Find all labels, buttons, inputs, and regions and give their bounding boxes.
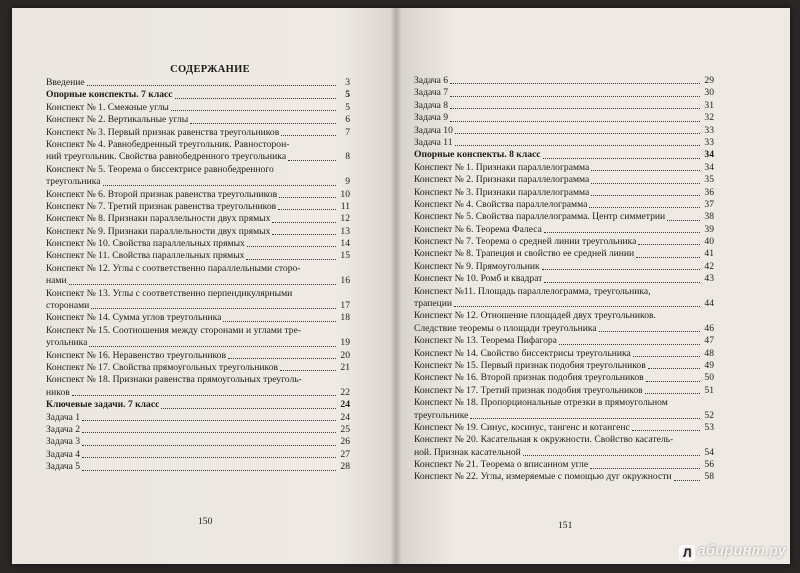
toc-page-number: 39 <box>704 223 714 235</box>
toc-page-number: 43 <box>704 273 714 285</box>
watermark-text: абиринт.ру <box>697 542 786 559</box>
toc-section-heading <box>414 149 714 161</box>
toc-page-number: 19 <box>340 337 350 349</box>
toc-entry-title: Конспект № 5. Теорема о биссектрисе равнобедренного <box>46 163 274 175</box>
dot-leader <box>450 83 700 84</box>
toc-entry-continuation: ников <box>46 386 70 398</box>
toc-entry <box>46 424 350 436</box>
toc-entry <box>414 137 714 149</box>
toc-entry-title: Задача 5 <box>46 461 81 473</box>
toc-entry <box>46 250 350 262</box>
toc-entry <box>414 261 714 273</box>
toc-entry <box>46 412 350 424</box>
toc-section-heading <box>46 89 350 101</box>
toc-page-number: 21 <box>340 361 350 373</box>
dot-leader <box>542 269 700 270</box>
toc-page-number: 58 <box>704 471 714 483</box>
toc-entry-title: Опорные конспекты. 8 класс <box>414 149 541 161</box>
toc-entry-title: Конспект № 4. Равнобедренный треугольник. Равносторон- <box>46 138 290 150</box>
dot-leader <box>272 222 336 223</box>
toc-entry-title: Конспект № 10. Свойства параллельных прямых <box>46 238 245 250</box>
toc-entry-title: Конспект № 2. Вертикальные углы <box>46 114 189 126</box>
right-page <box>396 8 790 564</box>
dot-leader <box>454 306 700 307</box>
toc-page-number: 38 <box>704 211 714 223</box>
toc-entry-title: Ключевые задачи. 7 класс <box>46 399 160 411</box>
toc-entry-title: Конспект № 11. Свойства параллельных прямых <box>46 250 245 262</box>
toc-page-number: 24 <box>340 399 350 411</box>
toc-page-number: 17 <box>340 300 350 312</box>
toc-entry <box>46 436 350 448</box>
toc-entry <box>46 337 350 349</box>
toc-page-number: 12 <box>340 213 350 225</box>
book-gutter <box>390 8 402 564</box>
dot-leader <box>589 207 700 208</box>
toc-page-number: 28 <box>340 461 350 473</box>
toc-page-number: 13 <box>340 225 350 237</box>
toc-entry <box>46 238 350 250</box>
dot-leader <box>190 123 336 124</box>
dot-leader <box>544 232 700 233</box>
page-number-left: 150 <box>198 516 213 527</box>
toc-entry-title: Конспект № 2. Признаки параллелограмма <box>414 174 590 186</box>
toc-entry <box>46 151 350 163</box>
toc-entry-title: Конспект № 15. Соотношения между сторонами и углами тре- <box>46 324 302 336</box>
dot-leader <box>171 110 336 111</box>
toc-page-number: 5 <box>345 101 350 113</box>
dot-leader <box>591 170 700 171</box>
toc-entry-title: Конспект № 7. Теорема о средней линии треугольника <box>414 236 637 248</box>
toc-entry <box>414 323 714 335</box>
toc-page-number: 41 <box>704 248 714 260</box>
toc-entry-continuation: угольника <box>46 337 88 349</box>
dot-leader <box>645 393 700 394</box>
dot-leader <box>632 430 700 431</box>
dot-leader <box>223 321 336 322</box>
toc-entry-title: Конспект № 12. Углы с соответственно параллельными сторо- <box>46 262 301 274</box>
toc-page-number: 40 <box>704 236 714 248</box>
dot-leader <box>82 420 336 421</box>
toc-page-number: 36 <box>704 186 714 198</box>
toc-page-number: 33 <box>704 124 714 136</box>
toc-entry <box>46 226 350 238</box>
toc-page-number: 33 <box>704 136 714 148</box>
toc-section-heading <box>46 399 350 411</box>
dot-leader <box>281 135 336 136</box>
toc-page-number: 6 <box>345 114 350 126</box>
toc-entry-title: Конспект № 7. Третий признак равенства треугольников <box>46 200 277 212</box>
toc-page-number: 32 <box>704 112 714 124</box>
toc-page-number: 5 <box>345 89 350 101</box>
left-page <box>12 8 396 564</box>
toc-entry <box>46 102 350 114</box>
dot-leader <box>636 257 700 258</box>
dot-leader <box>175 98 336 99</box>
toc-page-number: 14 <box>340 238 350 250</box>
toc-title: СОДЕРЖАНИЕ <box>170 64 250 75</box>
toc-entry-title: Конспект № 21. Теорема о вписанном угле <box>414 459 589 471</box>
toc-page-number: 30 <box>704 87 714 99</box>
toc-entry <box>414 410 714 422</box>
toc-page-number: 44 <box>704 298 714 310</box>
toc-entry <box>46 201 350 213</box>
toc-entry-title: Задача 6 <box>414 74 449 86</box>
toc-page-number: 50 <box>704 372 714 384</box>
toc-page-number: 31 <box>704 99 714 111</box>
toc-entry <box>46 300 350 312</box>
toc-entry-title: Конспект № 6. Второй признак равенства треугольников <box>46 188 278 200</box>
toc-entry-title: Конспект № 17. Третий признак подобия треугольников <box>414 384 643 396</box>
dot-leader <box>450 96 700 97</box>
dot-leader <box>272 234 336 235</box>
toc-page-number: 20 <box>340 349 350 361</box>
dot-leader <box>633 356 700 357</box>
toc-entry <box>414 224 714 236</box>
toc-page-number: 9 <box>345 176 350 188</box>
toc-page-number: 34 <box>704 149 714 161</box>
toc-page-number: 51 <box>704 384 714 396</box>
toc-entry-title: Конспект № 9. Признаки параллельности двух прямых <box>46 225 271 237</box>
book-spread <box>12 8 790 564</box>
toc-entry-title: Конспект № 9. Прямоугольник <box>414 260 540 272</box>
toc-entry <box>46 114 350 126</box>
toc-entry-title: Конспект № 3. Первый признак равенства треугольников <box>46 126 280 138</box>
toc-entry-title: Конспект № 22. Углы, измеряемые с помощью дуг окружности <box>414 471 672 483</box>
toc-page-number: 47 <box>704 335 714 347</box>
dot-leader <box>470 418 700 419</box>
toc-entry-title: Конспект № 6. Теорема Фалеса <box>414 223 542 235</box>
toc-entry-title: Конспект № 16. Неравенство треугольников <box>46 349 227 361</box>
dot-leader <box>590 468 700 469</box>
toc-entry <box>414 447 714 459</box>
toc-entry-title: Конспект № 19. Синус, косинус, тангенс и котангенс <box>414 421 630 433</box>
toc-page-number: 3 <box>345 76 350 88</box>
dot-leader <box>544 282 700 283</box>
toc-page-number: 42 <box>704 260 714 272</box>
dot-leader <box>228 358 336 359</box>
toc-page-number: 18 <box>340 312 350 324</box>
toc-entry <box>414 199 714 211</box>
toc-page-number: 7 <box>345 126 350 138</box>
toc-page-number: 29 <box>704 74 714 86</box>
toc-entry-title: Конспект № 15. Первый признак подобия треугольников <box>414 359 646 371</box>
toc-list-right <box>414 75 714 484</box>
toc-entry-title: Задача 1 <box>46 411 81 423</box>
toc-entry <box>414 360 714 372</box>
dot-leader <box>69 284 336 285</box>
dot-leader <box>279 197 336 198</box>
dot-leader <box>543 158 700 159</box>
toc-entry-title: Конспект № 20. Касательная к окружности. Свойство касатель- <box>414 434 674 446</box>
toc-page-number: 15 <box>340 250 350 262</box>
dot-leader <box>667 220 700 221</box>
dot-leader <box>82 445 336 446</box>
dot-leader <box>591 195 700 196</box>
toc-entry-title: Конспект № 4. Свойства параллелограмма <box>414 198 588 210</box>
toc-entry-title: Задача 7 <box>414 87 449 99</box>
toc-page-number: 25 <box>340 423 350 435</box>
toc-page-number: 10 <box>340 188 350 200</box>
toc-entry-title: Конспект № 3. Признаки параллелограмма <box>414 186 590 198</box>
toc-entry-continuation: ний треугольник. Свойства равнобедренного треугольника <box>46 151 287 163</box>
dot-leader <box>288 160 336 161</box>
toc-page-number: 35 <box>704 174 714 186</box>
toc-entry <box>46 127 350 139</box>
dot-leader <box>455 145 700 146</box>
labirint-watermark <box>679 542 786 561</box>
toc-entry-continuation: треугольнике <box>414 409 469 421</box>
toc-entry <box>46 350 350 362</box>
toc-entry-title: Конспект № 1. Признаки параллелограмма <box>414 161 590 173</box>
toc-entry-title: Конспект № 14. Сумма углов треугольника <box>46 312 222 324</box>
toc-entry-continuation: сторонами <box>46 300 90 312</box>
toc-entry-title: Конспект №11. Площадь параллелограмма, треугольника, <box>414 285 651 297</box>
toc-page-number: 22 <box>340 386 350 398</box>
dot-leader <box>646 381 700 382</box>
toc-page-number: 37 <box>704 198 714 210</box>
dot-leader <box>599 331 700 332</box>
dot-leader <box>450 121 700 122</box>
toc-entry-title: Задача 11 <box>414 136 453 148</box>
toc-entry-title: Задача 2 <box>46 423 81 435</box>
toc-page-number: 34 <box>704 161 714 173</box>
toc-entry-title: Конспект № 14. Свойство биссектрисы треугольника <box>414 347 631 359</box>
toc-entry-title: Конспект № 1. Смежные углы <box>46 101 169 113</box>
toc-entry <box>414 472 714 484</box>
toc-entry <box>414 211 714 223</box>
toc-page-number: 52 <box>704 409 714 421</box>
toc-entry <box>414 385 714 397</box>
toc-entry <box>46 387 350 399</box>
toc-entry-continuation: трапеции <box>414 298 453 310</box>
toc-entry <box>414 100 714 112</box>
toc-entry <box>46 275 350 287</box>
toc-entry-continuation: ной. Признак касательной <box>414 446 521 458</box>
toc-entry <box>414 187 714 199</box>
toc-page-number: 46 <box>704 322 714 334</box>
toc-entry <box>414 273 714 285</box>
toc-page-number: 27 <box>340 448 350 460</box>
toc-page-number: 48 <box>704 347 714 359</box>
dot-leader <box>82 457 336 458</box>
toc-page-number: 53 <box>704 421 714 433</box>
dot-leader <box>89 346 336 347</box>
toc-entry <box>414 112 714 124</box>
toc-page-number: 54 <box>704 446 714 458</box>
dot-leader <box>247 246 336 247</box>
labirint-logo-icon: Л <box>679 545 695 561</box>
toc-entry-continuation: Следствие теоремы о площади треугольника <box>414 322 597 334</box>
toc-entry-title: Конспект № 13. Углы с соответственно перпендикулярными <box>46 287 293 299</box>
dot-leader <box>559 344 700 345</box>
toc-page-number: 16 <box>340 275 350 287</box>
toc-entry <box>46 312 350 324</box>
page-number-right: 151 <box>558 520 573 531</box>
toc-entry-continuation: нами <box>46 275 67 287</box>
toc-entry <box>46 176 350 188</box>
toc-page-number: 8 <box>345 151 350 163</box>
toc-entry <box>414 236 714 248</box>
dot-leader <box>455 133 700 134</box>
toc-entry-title: Конспект № 18. Признаки равенства прямоугольных треуголь- <box>46 374 302 386</box>
toc-entry-title: Конспект № 17. Свойства прямоугольных треугольников <box>46 361 279 373</box>
toc-entry <box>414 422 714 434</box>
toc-entry <box>414 459 714 471</box>
toc-entry <box>46 362 350 374</box>
toc-entry <box>46 461 350 473</box>
toc-entry-title: Конспект № 18. Пропорциональные отрезки в прямоугольном <box>414 397 668 409</box>
toc-entry-title: Конспект № 16. Второй признак подобия треугольников <box>414 372 644 384</box>
toc-entry-title: Задача 3 <box>46 436 81 448</box>
dot-leader <box>638 244 700 245</box>
dot-leader <box>87 85 336 86</box>
dot-leader <box>82 432 336 433</box>
toc-entry <box>414 174 714 186</box>
toc-entry <box>414 348 714 360</box>
toc-entry-continuation: треугольника <box>46 176 101 188</box>
toc-entry <box>414 162 714 174</box>
toc-entry-title: Задача 4 <box>46 448 81 460</box>
toc-entry-title: Конспект № 13. Теорема Пифагора <box>414 335 557 347</box>
toc-entry <box>414 75 714 87</box>
toc-entry <box>46 213 350 225</box>
toc-entry <box>414 248 714 260</box>
toc-entry <box>414 125 714 137</box>
toc-entry <box>414 298 714 310</box>
toc-entry <box>414 372 714 384</box>
toc-entry-title: Задача 9 <box>414 112 449 124</box>
dot-leader <box>91 308 336 309</box>
toc-entry-title: Конспект № 12. Отношение площадей двух треугольников. <box>414 310 656 322</box>
toc-entry <box>414 335 714 347</box>
toc-entry <box>46 77 350 89</box>
toc-page-number: 49 <box>704 359 714 371</box>
dot-leader <box>161 408 336 409</box>
toc-page-number: 26 <box>340 436 350 448</box>
toc-page-number: 56 <box>704 459 714 471</box>
toc-entry-title: Конспект № 8. Признаки параллельности двух прямых <box>46 213 271 225</box>
dot-leader <box>280 370 336 371</box>
dot-leader <box>523 455 700 456</box>
toc-list-left <box>46 77 350 474</box>
toc-entry-title: Конспект № 8. Трапеция и свойство ее средней линии <box>414 248 635 260</box>
dot-leader <box>72 395 336 396</box>
toc-page-number: 24 <box>340 411 350 423</box>
toc-entry-title: Задача 10 <box>414 124 453 136</box>
dot-leader <box>278 209 336 210</box>
toc-entry <box>46 189 350 201</box>
toc-entry-title: Опорные конспекты. 7 класс <box>46 89 173 101</box>
dot-leader <box>103 185 337 186</box>
toc-entry-title: Задача 8 <box>414 99 449 111</box>
toc-entry-title: Конспект № 10. Ромб и квадрат <box>414 273 543 285</box>
dot-leader <box>591 183 700 184</box>
toc-entry-title: Введение <box>46 76 85 88</box>
dot-leader <box>246 259 336 260</box>
toc-entry <box>414 87 714 99</box>
dot-leader <box>674 480 700 481</box>
toc-entry-title: Конспект № 5. Свойства параллелограмма. Центр симметрии <box>414 211 666 223</box>
dot-leader <box>82 470 336 471</box>
toc-entry <box>46 449 350 461</box>
dot-leader <box>648 368 700 369</box>
dot-leader <box>450 108 700 109</box>
toc-page-number: 11 <box>340 200 350 212</box>
